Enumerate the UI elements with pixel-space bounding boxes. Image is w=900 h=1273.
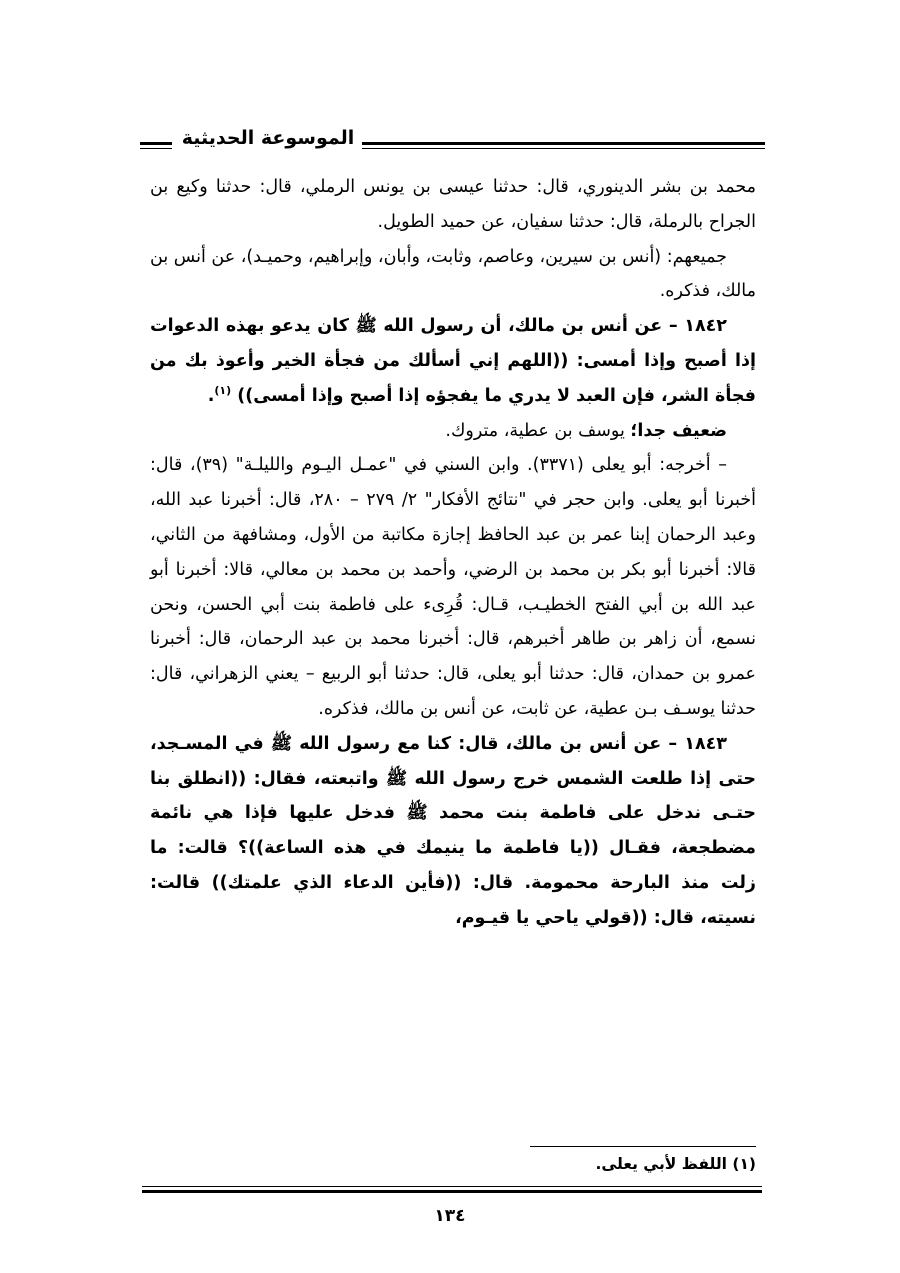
page-number: ١٣٤ xyxy=(434,1206,466,1226)
hadith-1842 xyxy=(150,309,756,413)
grading-label: ضعيف جدا؛ xyxy=(630,420,727,441)
paragraph-chain-end: محمد بن بشر الدينوري، قال: حدثنا عيسى بن يونس الرملي، قال: حدثنا وكيع بن الجراح بالرملة، قال: حدثنا سفيان، عن حميد الطويل. xyxy=(150,177,756,232)
footnote-ref[interactable]: (١) xyxy=(214,383,232,397)
hadith-1842-text: ١٨٤٢ – عن أنس بن مالك، أن رسول الله ﷺ كان يدعو بهذه الدعوات إذا أصبح وإذا أمسى: ((اللهم إني أسألك من فجأة الخير وأعوذ بك من فجأة الشر، فإن العبد لا يدري ما يفجؤه إذا أصبح وإذا أمسى)) xyxy=(150,316,756,406)
paragraph-chain-summary: جميعهم: (أنس بن سيرين، وعاصم، وثابت، وأبان، وإبراهيم، وحميـد)، عن أنس بن مالك، فذكره. xyxy=(150,246,756,302)
header-rule-left xyxy=(140,142,172,149)
hadith-1842-tail: . xyxy=(207,385,215,406)
header-title: الموسوعة الحديثية xyxy=(181,127,355,149)
header-rule-right xyxy=(362,142,765,149)
hadith-1843: ١٨٤٣ – عن أنس بن مالك، قال: كنا مع رسول الله ﷺ في المسـجد، حتى إذا طلعت الشمس خرج رسول الله ﷺ واتبعته، فقال: ((انطلق بنا حتـى ندخل على فاطمة بنت محمد ﷺ فدخل عليها فإذا هي نائمة مضطجعة، فقـال ((يا فاطمة ما ينيمك في هذه الساعة))؟ قالت: ما زلت منذ البارحة محمومة. قال: ((فأين الدعاء الذي علمتك)) قالت: نسيته، قال: ((قولي ياحي يا قيـوم، xyxy=(150,733,756,928)
footer-rule xyxy=(142,1186,762,1193)
footnote-separator xyxy=(530,1146,756,1147)
grading-text: يوسف بن عطية، متروك. xyxy=(445,420,631,441)
footnote-1: (١) اللفظ لأبي يعلى. xyxy=(595,1155,756,1173)
takhrij-paragraph: – أخرجه: أبو يعلى (٣٣٧١). وابن السني في "عمـل اليـوم والليلـة" (٣٩)، قال: أخبرنا أبو يعلى. وابن حجر في "نتائج الأفكار" ٢/ ٢٧٩ – ٢٨٠، قال: أخبرنا عبد الله، وعبد الرحمان إبنا عمر بن عبد الحافظ إجازة مكاتبة من الأول، ومشافهة من الثاني، قالا: أخبرنا أبو بكر بن محمد بن الرضي، وأحمد بن محمد بن معالي، قالا: أخبرنا أبو عبد الله بن أبي الفتح الخطيـب، قـال: قُرِىء على فاطمة بنت أبي الحسن، ونحن نسمع، أن زاهر بن طاهر أخبرهم، قال: أخبرنا محمد بن عبد الرحمان، قال: أخبرنا عمرو بن حمدان، قال: حدثنا أبو يعلى، قال: حدثنا أبو الربيع – يعني الزهراني، قال: حدثنا يوسـف بـن عطية، عن ثابت، عن أنس بن مالك، فذكره. xyxy=(150,455,756,719)
page-header xyxy=(140,125,765,159)
main-text xyxy=(150,170,756,936)
grading-paragraph xyxy=(150,414,756,449)
